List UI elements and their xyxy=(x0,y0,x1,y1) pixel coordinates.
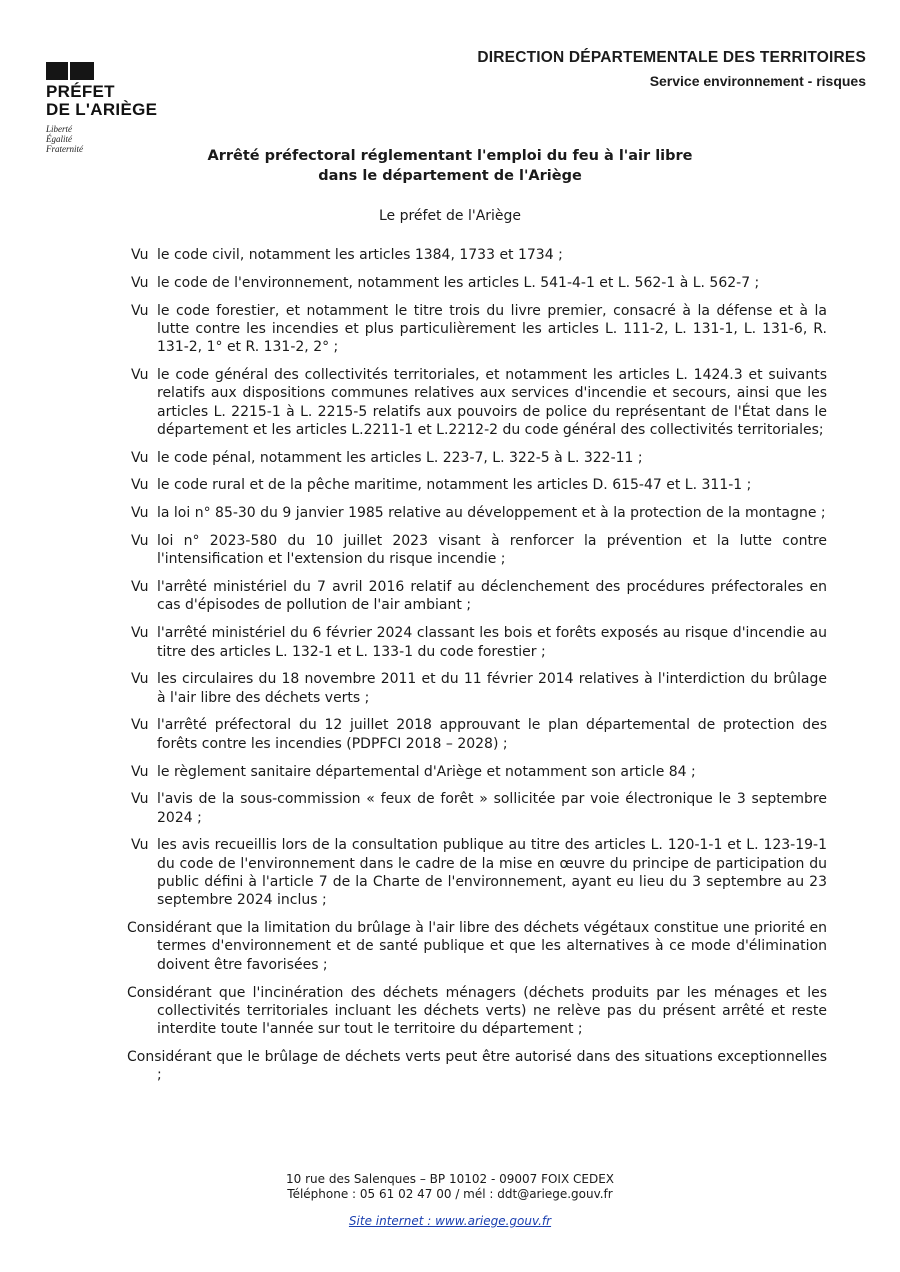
vu-label: Vu xyxy=(131,477,149,494)
vu-item xyxy=(127,476,827,494)
document-subtitle: Le préfet de l'Ariège xyxy=(378,208,522,224)
vu-item xyxy=(127,624,827,661)
vu-item xyxy=(127,532,827,569)
vu-text: l'arrêté ministériel du 7 avril 2016 relatif au déclenchement des procédures préfectorales en cas d'épisodes de pollution de l'air ambiant ; xyxy=(157,579,827,614)
motto xyxy=(46,124,176,154)
vu-text: le code civil, notamment les articles 1384, 1733 et 1734 ; xyxy=(157,247,563,263)
vu-label: Vu xyxy=(131,579,149,596)
vu-text: l'arrêté préfectoral du 12 juillet 2018 approuvant le plan départemental de protection des forêts contre les incendies (PDPFCI 2018 – 2028) ; xyxy=(157,717,827,752)
considerant-item: Considérant que l'incinération des déchets ménagers (déchets produits par les ménages et les collectivités territoriales incluant les déchets verts) ne relève pas du présent arrêté et reste interdite toute l'année sur tout le territoire du département ; xyxy=(127,984,827,1038)
vu-label: Vu xyxy=(131,791,149,808)
title-line-2: dans le département de l'Ariège xyxy=(318,168,582,184)
vu-text: l'arrêté ministériel du 6 février 2024 classant les bois et forêts exposés au risque d'incendie au titre des articles L. 132-1 et L. 133-1 du code forestier ; xyxy=(157,625,827,660)
vu-text: le code de l'environnement, notamment les articles L. 541-4-1 et L. 562-1 à L. 562-7 ; xyxy=(157,274,760,291)
prefecture-logo xyxy=(46,62,176,154)
document-body xyxy=(127,246,827,1094)
considerant-item: Considérant que le brûlage de déchets verts peut être autorisé dans des situations exceptionnelles ; xyxy=(127,1048,827,1084)
issuing-service xyxy=(477,49,866,89)
vu-text: le code général des collectivités territoriales, et notamment les articles L. 1424.3 et suivants relatifs aux dispositions communes relatives aux services d'incendie et secours, ainsi que les articles L. 2215-1 à L. 2215-5 relatifs aux pouvoirs de police du représentant de l'État dans le département et les articles L.2211-1 et L.2212-2 du code général des collectivités territoriales; xyxy=(157,366,827,438)
vu-text: l'avis de la sous-commission « feux de forêt » sollicitée par voie électronique le 3 septembre 2024 ; xyxy=(157,791,827,826)
vu-text: le code forestier, et notamment le titre trois du livre premier, consacré à la défense et à la lutte contre les incendies et plus particulièrement les articles L. 111-2, L. 131-1, L. 131-6, R. 131-2, 1° et R. 131-2, 2° ; xyxy=(157,302,827,356)
vu-text: les avis recueillis lors de la consultation publique au titre des articles L. 120-1-1 et L. 123-19-1 du code de l'environnement dans le cadre de la mise en œuvre du principe de participation du public défini à l'article 7 de la Charte de l'environnement, ayant eu lieu du 3 septembre au 23 septembre 2024 inclus ; xyxy=(157,837,827,909)
vu-label: Vu xyxy=(131,247,149,263)
vu-item xyxy=(127,790,827,827)
considerant-item: Considérant que la limitation du brûlage à l'air libre des déchets végétaux constitue une priorité en termes d'environnement et de santé publique et que les alternatives à ce mode d'élimination doivent être favorisées ; xyxy=(127,920,827,973)
direction-name: DIRECTION DÉPARTEMENTALE DES TERRITOIRES xyxy=(477,49,866,66)
vu-item xyxy=(127,274,827,292)
website-link[interactable]: Site internet : www.ariege.gouv.fr xyxy=(348,1214,552,1228)
vu-text: le règlement sanitaire départemental d'Ariège et notamment son article 84 ; xyxy=(157,763,696,780)
title-line-1: Arrêté préfectoral réglementant l'emploi du feu à l'air libre xyxy=(207,148,693,164)
motto-egalite: Égalité xyxy=(46,134,72,144)
vu-label: Vu xyxy=(131,505,149,522)
marianne-icon xyxy=(46,62,94,80)
footer-contact: Téléphone : 05 61 02 47 00 / mél : ddt@ariege.gouv.fr xyxy=(287,1187,613,1201)
vu-label: Vu xyxy=(131,625,149,642)
footer-address: 10 rue des Salenques – BP 10102 - 09007 FOIX CEDEX xyxy=(286,1172,614,1186)
vu-item xyxy=(127,670,827,707)
vu-text: la loi n° 85-30 du 9 janvier 1985 relative au développement et à la protection de la montagne ; xyxy=(157,505,826,522)
vu-text: le code rural et de la pêche maritime, notamment les articles D. 615-47 et L. 311-1 ; xyxy=(157,477,752,494)
logo-line-2: DE L'ARIÈGE xyxy=(46,100,158,119)
vu-text: le code pénal, notamment les articles L. 223-7, L. 322-5 à L. 322-11 ; xyxy=(157,449,643,466)
logo-line-1: PRÉFET xyxy=(46,82,115,101)
vu-label: Vu xyxy=(131,671,149,688)
vu-text: les circulaires du 18 novembre 2011 et du 11 février 2014 relatives à l'interdiction du brûlage à l'air libre des déchets verts ; xyxy=(157,671,827,706)
motto-liberte: Liberté xyxy=(46,124,72,134)
vu-item xyxy=(127,449,827,467)
vu-label: Vu xyxy=(131,763,149,780)
vu-label: Vu xyxy=(131,366,149,383)
vu-item xyxy=(127,763,827,781)
vu-label: Vu xyxy=(131,302,149,319)
service-name: Service environnement - risques xyxy=(649,73,866,89)
vu-item xyxy=(127,504,827,522)
vu-item xyxy=(127,366,827,439)
vu-label: Vu xyxy=(131,717,149,734)
vu-item xyxy=(127,836,827,909)
vu-label: Vu xyxy=(131,837,149,854)
motto-fraternite: Fraternité xyxy=(46,144,83,154)
vu-item xyxy=(127,302,827,357)
footer xyxy=(250,1172,650,1229)
vu-label: Vu xyxy=(131,449,149,466)
vu-label: Vu xyxy=(131,274,149,291)
vu-text: loi n° 2023-580 du 10 juillet 2023 visant à renforcer la prévention et la lutte contre l'intensification et l'extension du risque incendie ; xyxy=(157,533,827,568)
document-title xyxy=(200,146,700,186)
vu-item xyxy=(127,716,827,753)
vu-item xyxy=(127,246,827,264)
vu-label: Vu xyxy=(131,533,149,550)
vu-item xyxy=(127,578,827,615)
